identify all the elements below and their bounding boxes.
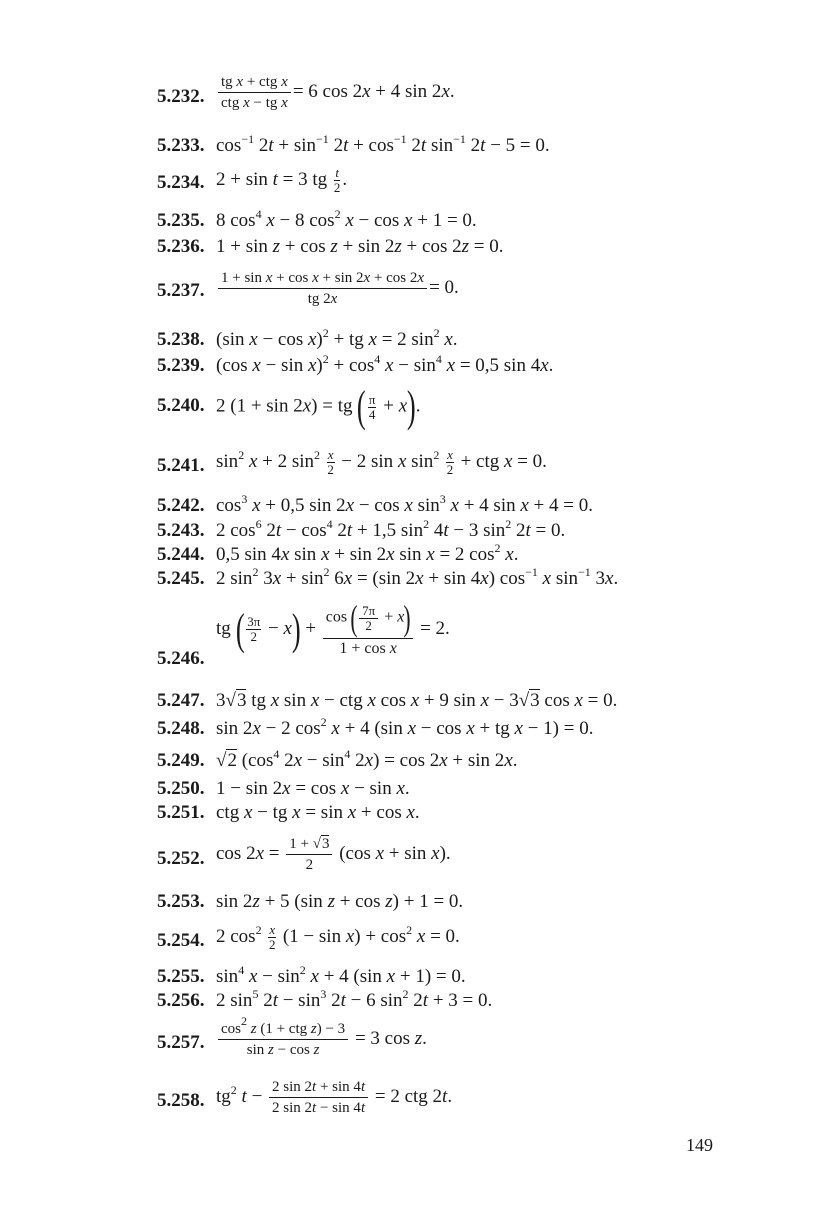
problem-number: 5.244. bbox=[157, 544, 205, 565]
equation: $tg^2$ t − $\frac{2 \sin 2t + \sin 4t}{2 \sin 2t - \sin 4t}$ = 2 ctg 2t. bbox=[216, 1079, 453, 1116]
problem-number: 5.241. bbox=[157, 455, 205, 476]
problem-number: 5.257. bbox=[157, 1032, 205, 1053]
equation: $\cos^{-1} 2t + \sin^{-1} 2t + \cos^{-1} 2t$ $\sin^{-1} 2t - 5 = 0$. bbox=[216, 132, 550, 156]
page-number: 149 bbox=[686, 1135, 713, 1155]
equation: $\frac{\text{tg x + ctg x}}{\text{ctg x − tg x}}$ = 6 cos 2x + 4 sin 2x. bbox=[216, 72, 455, 113]
problem-number: 5.235. bbox=[157, 210, 205, 231]
equation: 2 $\sin^5 2t - \sin^3 2t - 6$ $\sin^2 2t + 3 = 0$. bbox=[216, 987, 493, 1011]
equation: $\frac{\cos^2 z (1 + ctg z) - 3}{\text{sin z − cos z}}$ = 3 cos z. bbox=[216, 1019, 427, 1060]
problem-number: 5.256. bbox=[157, 990, 205, 1011]
problem-number: 5.238. bbox=[157, 329, 205, 350]
equation: (cos $x - \sin x)^2 + \cos^4 x - \sin^4 x = 0,5$ sin 4x. bbox=[216, 352, 554, 376]
equation: 3√3 tg x sin x − ctg x cos x + 9 sin x − 3√3 cos x = 0. bbox=[216, 690, 618, 711]
problem-number: 5.252. bbox=[157, 848, 205, 869]
problem-number: 5.251. bbox=[157, 802, 205, 823]
problem-number: 5.249. bbox=[157, 750, 205, 771]
problem-number: 5.258. bbox=[157, 1090, 205, 1111]
equation: 2 + sin t = 3 tg $\frac{t}{2}$ . bbox=[216, 165, 348, 195]
problem-number: 5.248. bbox=[157, 718, 205, 739]
equation: 2 (1 + sin 2x) = tg ( $\frac{\pi}{4}$ + x). bbox=[216, 382, 421, 431]
equation: cos 2x = $\frac{1 + √3}{2}$ (cos x + sin x). bbox=[216, 836, 451, 873]
equation: $\sin^2 x + 2$ $\sin^2$ $\frac{x}{2}$ − 2 sin x $\sin^2$ $\frac{x}{2}$ + ctg x = 0. bbox=[216, 447, 547, 477]
problem-number: 5.253. bbox=[157, 891, 205, 912]
problem-number: 5.255. bbox=[157, 966, 205, 987]
problem-number: 5.254. bbox=[157, 930, 205, 951]
problem-number: 5.239. bbox=[157, 355, 205, 376]
problem-number: 5.232. bbox=[157, 86, 205, 107]
problem-number: 5.246. bbox=[157, 648, 205, 669]
problem-number: 5.250. bbox=[157, 778, 205, 799]
equation: (sin x − cos x)$^2$ + tg x = 2 $\sin^2 x$. bbox=[216, 326, 458, 350]
problem-number: 5.245. bbox=[157, 568, 205, 589]
equation: 2 $\cos^6 2t - \cos^4 2t + 1,5$ $\sin^2 4t - 3$ $\sin^2 2t = 0$. bbox=[216, 517, 566, 541]
equation: 2 $\cos^2$ $\frac{x}{2}$ $(1 - \sin x) + \cos^2 x = 0$. bbox=[216, 922, 460, 952]
problem-number: 5.243. bbox=[157, 520, 205, 541]
equation: 1 − sin 2x = cos x − sin x. bbox=[216, 778, 410, 799]
equation: 0,5 sin 4x sin x + sin 2x sin x = 2 $\cos^2 x$. bbox=[216, 541, 519, 565]
problem-number: 5.242. bbox=[157, 495, 205, 516]
equation: 1 + sin z + cos z + sin 2z + cos 2z = 0. bbox=[216, 236, 504, 257]
problem-number: 5.233. bbox=[157, 135, 205, 156]
equation: 2 $\sin^2 3x + \sin^2 6x = (\sin$ 2x + sin 4x) $\cos^{-1} x$ $\sin^{-1} 3x$. bbox=[216, 565, 619, 589]
problem-number: 5.236. bbox=[157, 236, 205, 257]
equation: tg ( $\frac{3\pi}{2}$ − x) + cos ( $\frac{7\pi}{2}$ + x) 1 + cos x = 2. bbox=[216, 598, 450, 657]
equation: ctg x − tg x = sin x + cos x. bbox=[216, 802, 420, 823]
equation: √2 ($\cos^4$ $2x - \sin^4 2x) = \cos 2x + \sin 2x$. bbox=[216, 747, 518, 771]
problem-number: 5.247. bbox=[157, 690, 205, 711]
equation: sin 2z + 5 (sin z + cos z) + 1 = 0. bbox=[216, 891, 464, 912]
problem-number: 5.240. bbox=[157, 395, 205, 416]
equation: sin 2x − 2 $\cos^2 x + 4$ (sin x − cos x + tg x − 1) = 0. bbox=[216, 715, 594, 739]
equation: $\frac{\text{1 + sin x + cos x + sin 2x + cos 2x}}{tg 2x}$ = 0. bbox=[216, 268, 459, 309]
equation: $\sin^4 x - \sin^2 x + 4$ (sin x + 1) = 0. bbox=[216, 963, 466, 987]
problem-number: 5.234. bbox=[157, 172, 205, 193]
equation: 8 $\cos^4 x - 8$ $\cos^2 x - \cos x + 1 = 0$. bbox=[216, 207, 477, 231]
equation: $\cos^3 x + 0,5$ sin 2x − cos x $\sin^3 x + 4$ sin x + 4 = 0. bbox=[216, 492, 593, 516]
problem-number: 5.237. bbox=[157, 280, 205, 301]
